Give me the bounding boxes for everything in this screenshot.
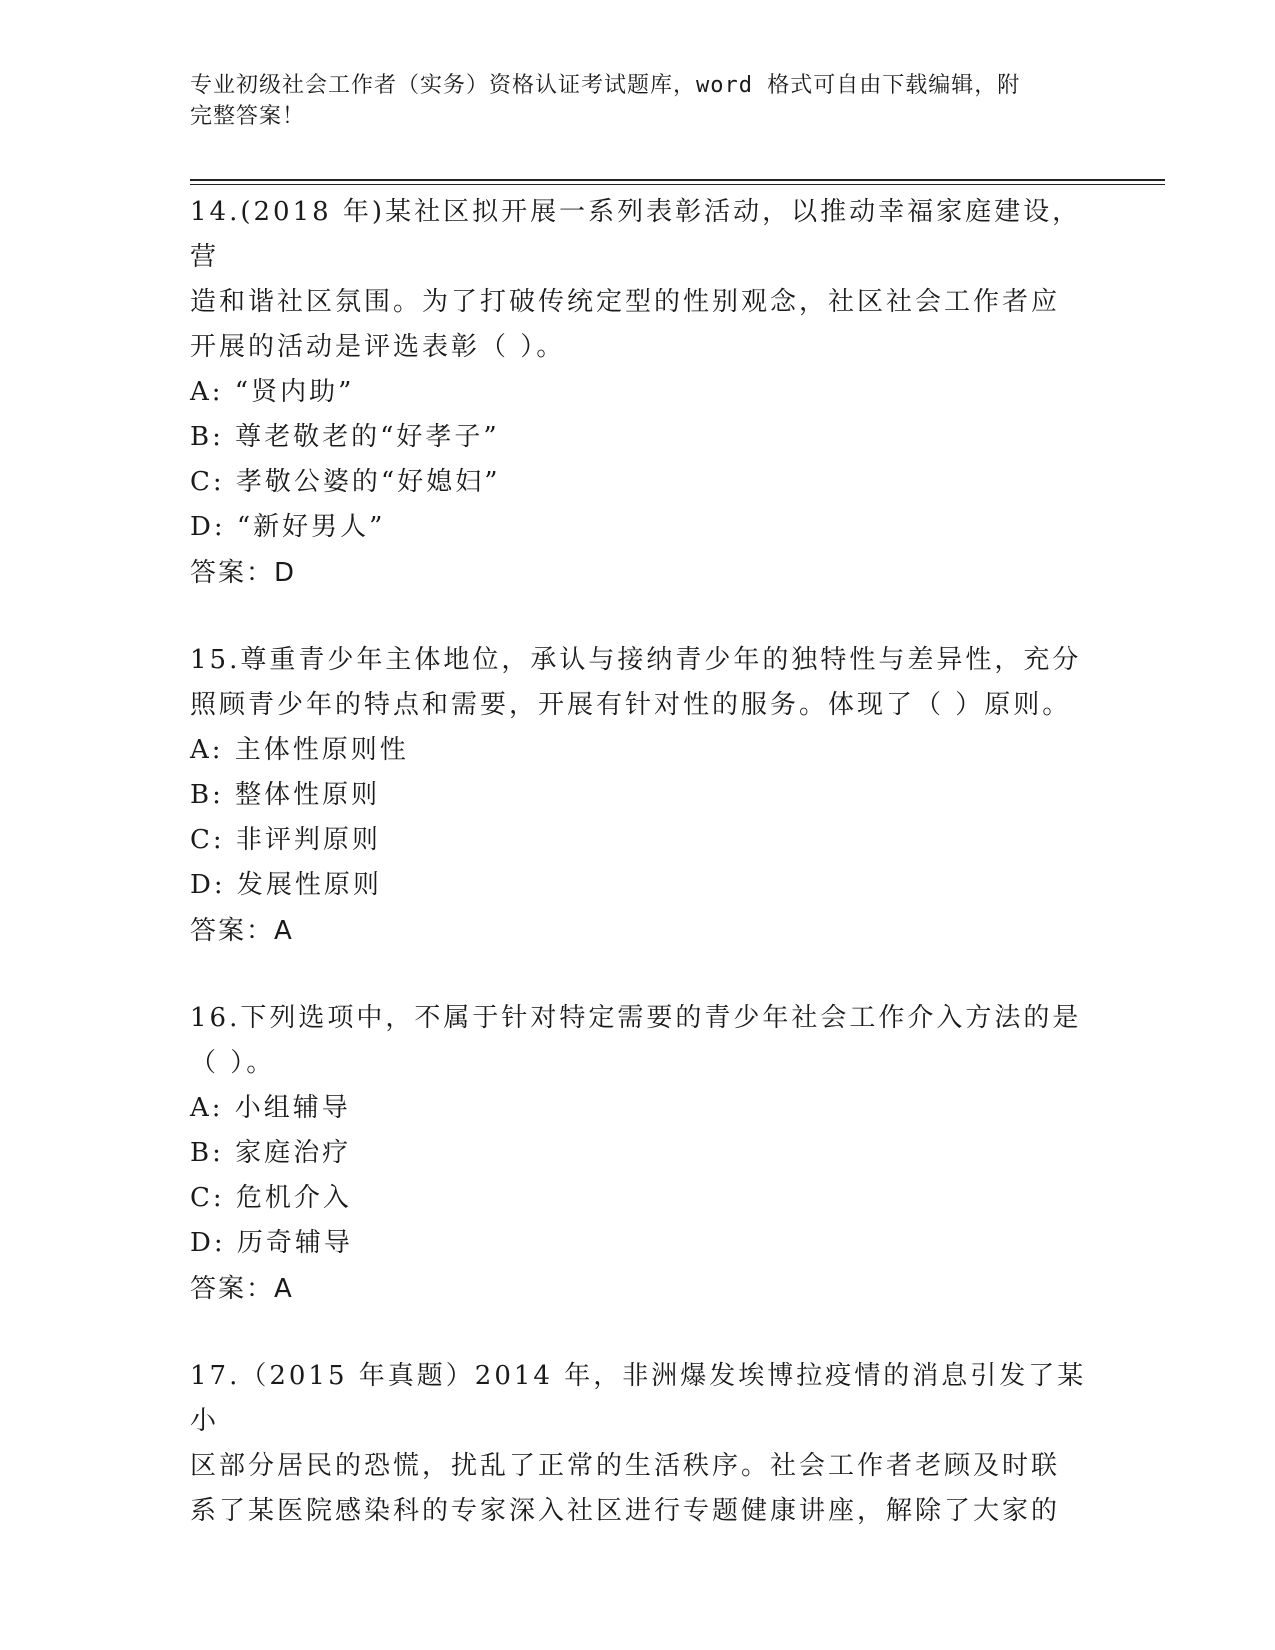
option-a: A: 小组辅导 (190, 1093, 351, 1123)
stem-line: 照顾青少年的特点和需要，开展有针对性的服务。体现了（ ）原则。 (190, 690, 1072, 720)
question-17 (190, 1354, 1090, 1534)
option-d: D: 发展性原则 (190, 870, 382, 900)
question-list (190, 190, 1090, 1576)
stem-line: 16.下列选项中，不属于针对特定需要的青少年社会工作介入方法的是 (190, 1003, 1082, 1033)
question-stem (190, 638, 1090, 728)
header-divider-thick (190, 179, 1165, 181)
header-line-2: 完整答案！ (190, 104, 306, 129)
stem-line: 17.（2015 年真题）2014 年，非洲爆发埃博拉疫情的消息引发了某小 (190, 1361, 1087, 1436)
question-stem (190, 190, 1090, 370)
stem-line: 区部分居民的恐慌，扰乱了正常的生活秩序。社会工作者老顾及时联 (190, 1451, 1061, 1481)
option-c: C: 非评判原则 (190, 825, 381, 855)
option-a: A: “贤内助” (190, 377, 355, 407)
stem-line: 造和谐社区氛围。为了打破传统定型的性别观念，社区社会工作者应 (190, 287, 1061, 317)
question-14 (190, 190, 1090, 596)
stem-line: （ ）。 (190, 1048, 276, 1078)
option-b: B: 家庭治疗 (190, 1138, 352, 1168)
question-stem (190, 996, 1090, 1086)
option-d: D: “新好男人” (190, 512, 386, 542)
question-stem (190, 1354, 1090, 1534)
header-line-1: 专业初级社会工作者（实务）资格认证考试题库，word 格式可自由下载编辑，附 (190, 73, 1021, 98)
option-b: B: 尊老敬老的“好孝子” (190, 422, 500, 452)
answer-label: 答案：A (190, 916, 294, 946)
stem-line: 系了某医院感染科的专家深入社区进行专题健康讲座，解除了大家的 (190, 1496, 1061, 1526)
stem-line: 14.(2018 年)某社区拟开展一系列表彰活动，以推动幸福家庭建设，营 (190, 197, 1082, 272)
option-a: A: 主体性原则性 (190, 735, 409, 765)
stem-line: 15.尊重青少年主体地位，承认与接纳青少年的独特性与差异性，充分 (190, 645, 1082, 675)
answer-label: 答案：A (190, 1274, 294, 1304)
option-d: D: 历奇辅导 (190, 1228, 353, 1258)
option-c: C: 危机介入 (190, 1183, 352, 1213)
document-header (190, 70, 1090, 132)
header-divider-thin (190, 184, 1165, 185)
option-b: B: 整体性原则 (190, 780, 381, 810)
answer-label: 答案：D (190, 558, 297, 588)
question-15 (190, 638, 1090, 954)
question-16 (190, 996, 1090, 1312)
stem-line: 开展的活动是评选表彰（ ）。 (190, 332, 566, 362)
option-c: C: 孝敬公婆的“好媳妇” (190, 467, 501, 497)
